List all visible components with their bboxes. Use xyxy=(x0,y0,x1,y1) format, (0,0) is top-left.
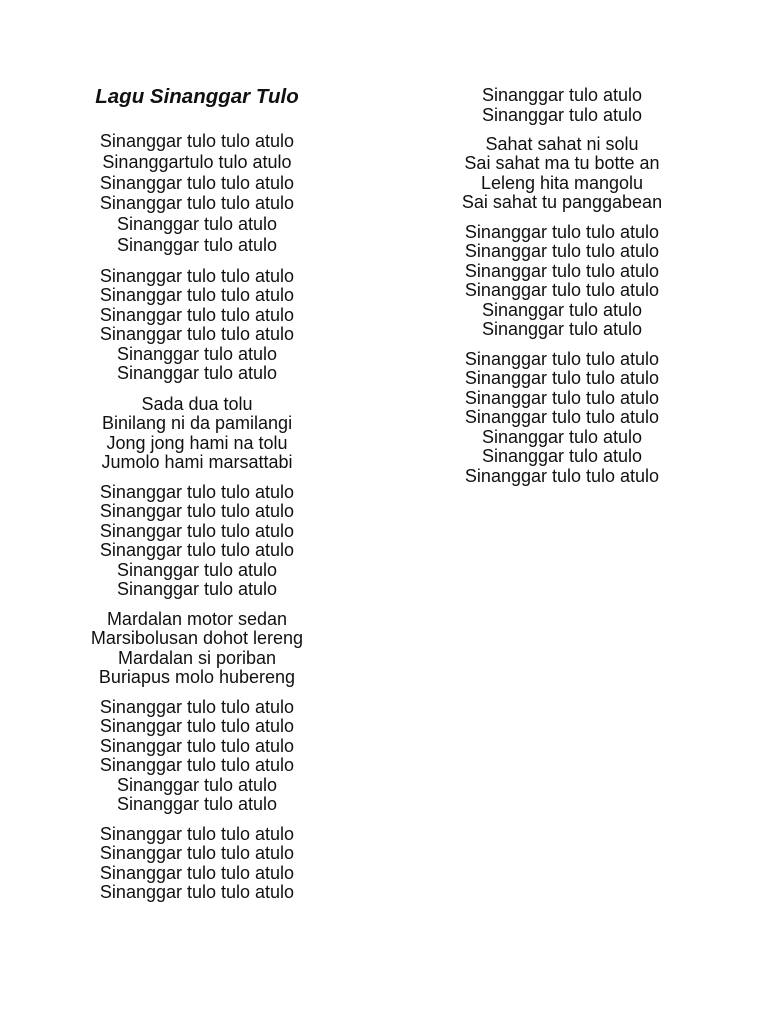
lyric-line: Sinanggar tulo tulo atulo xyxy=(464,241,660,261)
lyric-line: Sada dua tolu xyxy=(141,393,253,414)
lyric-line: Sinanggar tulo tulo atulo xyxy=(464,407,660,427)
lyric-line: Sinanggar tulo tulo atulo xyxy=(99,285,295,305)
lyric-line: Sinanggar tulo atulo xyxy=(116,214,278,235)
stanza xyxy=(47,483,347,600)
lyric-line: Sinanggar tulo tulo atulo xyxy=(99,716,295,736)
lyric-line: Sinanggar tulo tulo atulo xyxy=(99,193,295,214)
lyric-line: Sinanggar tulo atulo xyxy=(481,446,643,466)
stanza xyxy=(412,135,712,213)
left-column xyxy=(47,0,347,1024)
lyric-line: Sinanggar tulo atulo xyxy=(116,234,278,255)
lyric-line: Sinanggartulo tulo atulo xyxy=(102,151,292,172)
lyric-line: Sinanggar tulo tulo atulo xyxy=(464,368,660,388)
lyric-line: Sinanggar tulo tulo atulo xyxy=(464,348,660,369)
lyric-line: Sinanggar tulo tulo atulo xyxy=(464,387,660,408)
stanza xyxy=(412,350,712,487)
lyric-line: Sinanggar tulo tulo atulo xyxy=(99,823,295,844)
stanza xyxy=(47,698,347,815)
lyric-line: Sinanggar tulo atulo xyxy=(116,774,278,795)
lyric-line: Sinanggar tulo atulo xyxy=(116,794,278,814)
lyric-line: Sinanggar tulo tulo atulo xyxy=(99,520,295,541)
lyric-line: Sinanggar tulo tulo atulo xyxy=(99,696,295,717)
lyric-line: Sinanggar tulo tulo atulo xyxy=(99,540,295,560)
lyric-line: Binilang ni da pamilangi xyxy=(101,413,293,433)
lyric-line: Sinanggar tulo tulo atulo xyxy=(99,131,295,151)
lyric-line: Mardalan si poriban xyxy=(117,647,277,668)
stanza xyxy=(47,825,347,903)
lyric-line: Sinanggar tulo atulo xyxy=(116,343,278,364)
lyric-line: Buriapus molo hubereng xyxy=(98,667,296,687)
lyric-line: Sinanggar tulo tulo atulo xyxy=(99,324,295,344)
lyric-line: Leleng hita mangolu xyxy=(480,172,644,193)
stanza xyxy=(412,85,712,125)
stanza xyxy=(412,223,712,340)
lyric-line: Sinanggar tulo atulo xyxy=(481,426,643,447)
lyric-line: Sinanggar tulo atulo xyxy=(481,299,643,320)
lyric-line: Sinanggar tulo tulo atulo xyxy=(464,465,660,486)
stanza xyxy=(47,395,347,473)
lyric-line: Sinanggar tulo atulo xyxy=(481,319,643,339)
stanza xyxy=(47,131,347,256)
lyric-line: Sinanggar tulo tulo atulo xyxy=(99,501,295,521)
lyric-line: Sinanggar tulo tulo atulo xyxy=(464,260,660,281)
right-column xyxy=(412,0,712,1024)
lyric-line: Sinanggar tulo tulo atulo xyxy=(99,304,295,325)
lyric-line: Sinanggar tulo tulo atulo xyxy=(99,882,295,902)
lyric-line: Sinanggar tulo tulo atulo xyxy=(99,172,295,193)
lyric-line: Marsibolusan dohot lereng xyxy=(90,628,304,648)
lyric-line: Sinanggar tulo atulo xyxy=(481,105,643,126)
lyric-line: Sinanggar tulo atulo xyxy=(481,85,643,106)
lyric-line: Sinanggar tulo tulo atulo xyxy=(464,280,660,300)
lyric-line: Sinanggar tulo tulo atulo xyxy=(464,221,660,242)
lyric-line: Sinanggar tulo tulo atulo xyxy=(99,265,295,286)
lyric-line: Sinanggar tulo tulo atulo xyxy=(99,735,295,756)
lyric-line: Sinanggar tulo atulo xyxy=(116,579,278,599)
lyric-line: Sinanggar tulo tulo atulo xyxy=(99,862,295,883)
lyric-line: Mardalan motor sedan xyxy=(106,608,288,629)
lyric-line: Jong jong hami na tolu xyxy=(106,432,288,453)
lyric-line: Sinanggar tulo tulo atulo xyxy=(99,755,295,775)
stanza xyxy=(47,610,347,688)
stanza xyxy=(47,267,347,384)
lyric-line: Sinanggar tulo atulo xyxy=(116,363,278,383)
lyric-line: Sai sahat tu panggabean xyxy=(461,192,663,212)
lyric-line: Sinanggar tulo tulo atulo xyxy=(99,843,295,863)
lyric-line: Sahat sahat ni solu xyxy=(485,133,639,154)
lyric-line: Jumolo hami marsattabi xyxy=(101,452,293,472)
lyric-line: Sai sahat ma tu botte an xyxy=(464,153,660,173)
lyric-line: Sinanggar tulo atulo xyxy=(116,559,278,580)
lyric-line: Sinanggar tulo tulo atulo xyxy=(99,481,295,502)
song-title: Lagu Sinanggar Tulo xyxy=(95,85,299,108)
